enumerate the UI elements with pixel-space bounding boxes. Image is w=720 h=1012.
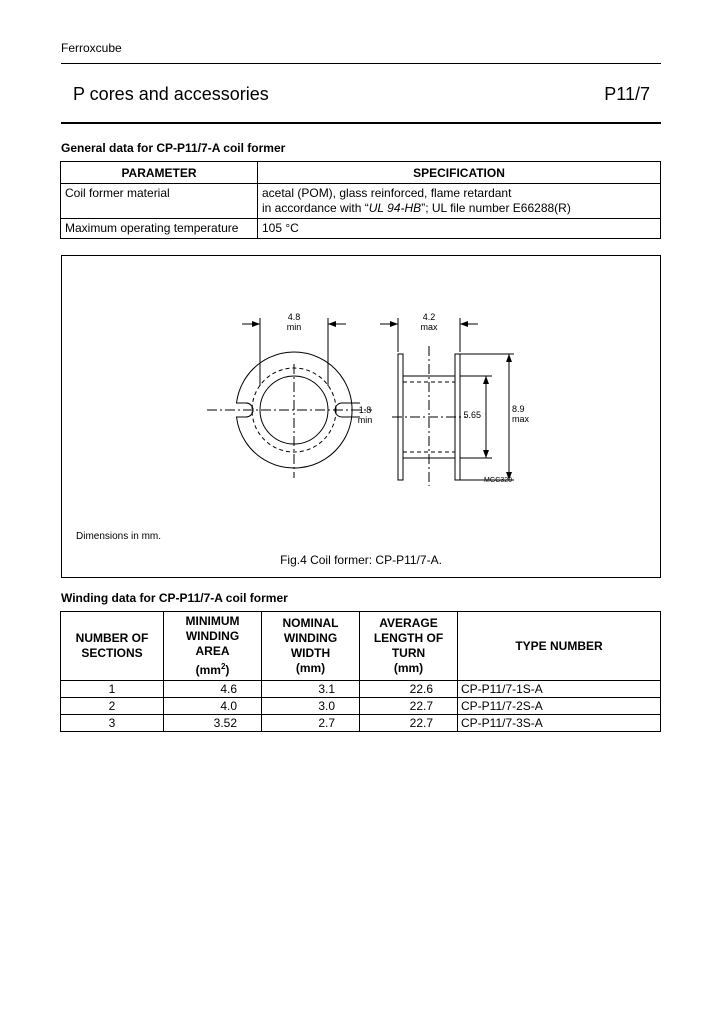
parameter-cell: Maximum operating temperature bbox=[61, 219, 258, 239]
sections-cell: 2 bbox=[61, 698, 164, 715]
reference-code: MGC320 bbox=[484, 477, 513, 484]
header-line: ) bbox=[225, 663, 230, 677]
header-line: LENGTH OF bbox=[373, 631, 444, 645]
dim-label-bore: 4.8 bbox=[287, 312, 301, 322]
dim-label-outer-note: max bbox=[512, 414, 530, 424]
header-line: (mm) bbox=[295, 661, 326, 675]
dimensions-note: Dimensions in mm. bbox=[76, 531, 162, 542]
header-line: NOMINAL bbox=[282, 616, 339, 630]
dim-label-height: 4.2 bbox=[422, 312, 436, 322]
header-line: NUMBER OF bbox=[75, 631, 149, 645]
dim-label-outer-dia: 8.9 bbox=[512, 404, 525, 414]
sections-cell: 1 bbox=[61, 681, 164, 698]
spec-text: acetal (POM), glass reinforced, flame retardant bbox=[262, 186, 512, 200]
column-header-width bbox=[262, 612, 360, 681]
dim-label-inner-dia: 5.65 bbox=[463, 410, 481, 420]
title-rule bbox=[61, 122, 661, 124]
column-header-area bbox=[164, 612, 262, 681]
header-line: (mm) bbox=[393, 661, 424, 675]
header-line: SECTIONS bbox=[81, 646, 143, 660]
table-row bbox=[61, 681, 661, 698]
column-header-sections bbox=[61, 612, 164, 681]
sections-cell: 3 bbox=[61, 715, 164, 732]
general-data-heading: General data for CP-P11/7-A coil former bbox=[61, 141, 286, 155]
winding-data-table bbox=[60, 611, 661, 732]
column-header-turn bbox=[360, 612, 458, 681]
spec-text: ”; UL file number E66288(R) bbox=[421, 201, 571, 215]
table-row bbox=[61, 698, 661, 715]
table-row bbox=[61, 184, 661, 219]
dim-label-slot: 1.8 bbox=[358, 405, 372, 415]
header-line: WIDTH bbox=[290, 646, 331, 660]
header-line: AREA bbox=[195, 644, 230, 658]
turn-cell: 22.6 bbox=[360, 681, 458, 698]
table-row bbox=[61, 219, 661, 239]
dim-label-slot-note: min bbox=[357, 415, 373, 425]
type-cell: CP-P11/7-1S-A bbox=[458, 681, 661, 698]
header-line: WINDING bbox=[185, 629, 240, 643]
dim-arrowhead bbox=[483, 450, 489, 458]
coil-former-drawing bbox=[62, 256, 660, 577]
dim-arrowhead bbox=[328, 321, 336, 327]
table-header-row bbox=[61, 612, 661, 681]
spec-text: in accordance with “ bbox=[262, 201, 369, 215]
header-line: TURN bbox=[391, 646, 426, 660]
dim-arrowhead bbox=[252, 321, 260, 327]
figure-frame bbox=[61, 255, 661, 578]
page-title: P cores and accessories bbox=[73, 84, 269, 104]
header-superscript: 2 bbox=[220, 662, 226, 671]
winding-data-heading: Winding data for CP-P11/7-A coil former bbox=[61, 591, 288, 605]
type-cell: CP-P11/7-3S-A bbox=[458, 715, 661, 732]
spec-standard: UL 94-HB bbox=[368, 201, 422, 215]
specification-cell bbox=[258, 184, 661, 219]
table-header-row bbox=[61, 162, 661, 184]
area-cell: 4.6 bbox=[164, 681, 262, 698]
part-number: P11/7 bbox=[604, 84, 650, 104]
dim-label-bore-note: min bbox=[286, 322, 302, 332]
area-cell: 3.52 bbox=[164, 715, 262, 732]
dim-arrowhead bbox=[483, 376, 489, 384]
area-cell: 4.0 bbox=[164, 698, 262, 715]
width-cell: 2.7 bbox=[262, 715, 360, 732]
dim-arrowhead bbox=[506, 354, 512, 362]
width-cell: 3.0 bbox=[262, 698, 360, 715]
dim-arrowhead bbox=[460, 321, 468, 327]
header-line: WINDING bbox=[283, 631, 338, 645]
type-cell: CP-P11/7-2S-A bbox=[458, 698, 661, 715]
header-rule bbox=[61, 63, 661, 64]
column-header-parameter: PARAMETER bbox=[61, 162, 258, 184]
column-header-specification: SPECIFICATION bbox=[258, 162, 661, 184]
company-name: Ferroxcube bbox=[61, 41, 122, 55]
turn-cell: 22.7 bbox=[360, 698, 458, 715]
header-line: (mm bbox=[195, 663, 221, 677]
width-cell: 3.1 bbox=[262, 681, 360, 698]
dim-arrowhead bbox=[390, 321, 398, 327]
dim-label-height-note: max bbox=[420, 322, 438, 332]
general-data-table bbox=[60, 161, 661, 239]
figure-caption: Fig.4 Coil former: CP-P11/7-A. bbox=[280, 553, 442, 567]
specification-cell: 105 °C bbox=[258, 219, 661, 239]
column-header-type: TYPE NUMBER bbox=[458, 612, 661, 681]
header-line: MINIMUM bbox=[185, 614, 240, 628]
parameter-cell: Coil former material bbox=[61, 184, 258, 219]
table-row bbox=[61, 715, 661, 732]
header-line: AVERAGE bbox=[379, 616, 438, 630]
turn-cell: 22.7 bbox=[360, 715, 458, 732]
